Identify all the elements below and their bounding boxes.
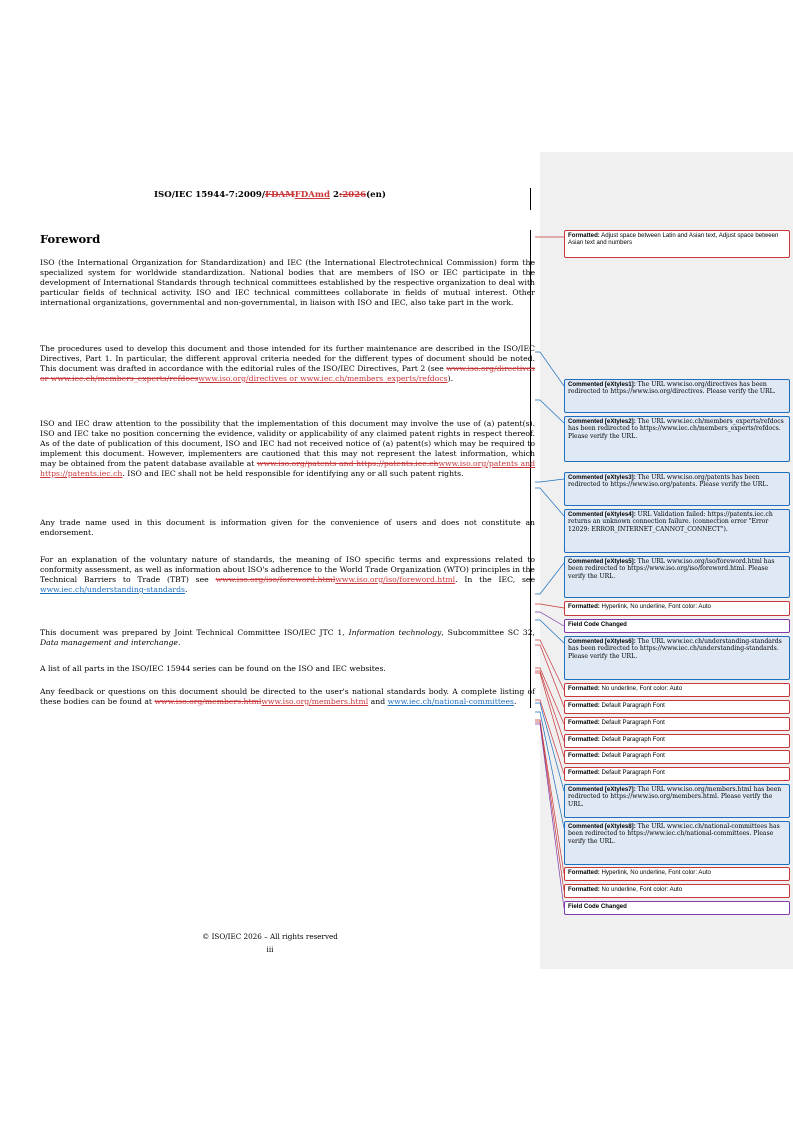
p2-deleted-link[interactable]: www.iso.org/directives or www.iec.ch/members_experts/refdocs (40, 364, 535, 383)
header-deleted-year: :2026 (339, 190, 367, 200)
p2-text: The procedures used to develop this document and those intended for its further maintenance are described in the ISO/IEC Directives, Part 1. In particular, the different approval criteria needed for the different types of document should be noted. This document was drafted in accordance with the editorial rules of the ISO/IEC Directives, Part 2 (see (40, 344, 535, 373)
field-code-balloon[interactable] (564, 901, 790, 915)
balloon-label: Formatted: (568, 869, 600, 876)
p8-text: Any feedback or questions on this document should be directed to the user's national standards body. A complete listing of these bodies can be found at (40, 687, 535, 706)
p3-inserted-link[interactable]: www.iso.org/patents and https://patents.iec.ch (40, 459, 536, 478)
header-inserted-fdamd: FDAmd (294, 190, 331, 200)
p6-end: . (177, 638, 181, 647)
balloon-label: Formatted: (568, 702, 600, 709)
p8-inserted-link[interactable]: www.iso.org/members.html (261, 697, 369, 706)
paragraph-7: A list of all parts in the ISO/IEC 15944 series can be found on the ISO and IEC websites. (40, 664, 386, 673)
p3-end: . ISO and IEC shall not be held responsible for identifying any or all such patent rights. (122, 469, 464, 478)
balloon-label: Formatted: (568, 769, 600, 776)
formatted-balloon[interactable] (564, 884, 790, 898)
comment-balloon[interactable] (564, 821, 790, 865)
balloon-label: Field Code Changed (568, 903, 627, 910)
balloon-connector-line (535, 724, 564, 908)
balloon-label: Formatted: (568, 752, 600, 759)
field-code-balloon[interactable] (564, 619, 790, 633)
comment-balloon[interactable] (564, 472, 790, 506)
balloon-label: Formatted: (568, 232, 600, 239)
comment-balloon[interactable] (564, 556, 790, 598)
balloon-label: Formatted: (568, 736, 600, 743)
p2-end: ). (447, 374, 454, 383)
header-suffix: (en) (366, 190, 386, 200)
balloon-text: Default Paragraph Font (599, 736, 665, 743)
balloon-connector-line (535, 673, 564, 757)
p3-deleted-link[interactable]: www.iso.org/patents and https://patents.iec.ch (256, 459, 439, 468)
balloon-label: Formatted: (568, 719, 600, 726)
p5-inserted-link[interactable]: www.iso.org/iso/foreword.html (335, 575, 456, 584)
header-prefix: ISO/IEC 15944-7:2009/ (154, 190, 265, 200)
balloon-text: The URL www.iec.ch/national-committees has been redirected to https://www.iec.ch/national-committees. Please verify the URL. (568, 823, 780, 845)
comment-balloon[interactable] (564, 509, 790, 553)
balloon-label: Field Code Changed (568, 621, 627, 628)
balloon-text: The URL www.iec.ch/members_experts/refdocs has been redirected to https://www.iec.ch/members_experts/refdocs. Please verify the URL. (568, 418, 784, 440)
p6-text: This document was prepared by Joint Technical Committee ISO/IEC JTC 1, (40, 628, 349, 637)
p5-end: . (184, 585, 188, 594)
footer-copyright: © ISO/IEC 2026 – All rights reserved (202, 932, 338, 941)
balloon-text: The URL www.iso.org/patents has been redirected to https://www.iso.org/patents. Please verify the URL. (568, 474, 769, 489)
formatted-balloon[interactable] (564, 717, 790, 731)
formatted-balloon[interactable] (564, 767, 790, 781)
p6-italic-1: Information technology (348, 628, 442, 637)
balloon-text: Default Paragraph Font (599, 769, 665, 776)
p8-deleted-link[interactable]: www.iso.org/members.html (154, 697, 262, 706)
balloon-text: No underline, Font color: Auto (599, 886, 683, 893)
p6-mid: , Subcommittee SC 32, (441, 628, 535, 637)
footer-page-number: iii (266, 945, 274, 954)
comment-balloon[interactable] (564, 416, 790, 462)
balloon-connector-line (535, 604, 564, 608)
balloon-connector-line (535, 488, 564, 516)
p5-iec-link[interactable]: www.iec.ch/understanding-standards (40, 585, 185, 594)
balloon-connector-line (535, 703, 564, 791)
balloon-text: Default Paragraph Font (599, 702, 665, 709)
balloon-label: Commented [eXtyles7]: (568, 786, 636, 793)
comment-balloon[interactable] (564, 379, 790, 413)
balloon-text: Hyperlink, No underline, Font color: Auto (599, 603, 711, 610)
balloon-text: No underline, Font color: Auto (599, 685, 683, 692)
balloon-connector-line (535, 479, 564, 482)
formatted-balloon[interactable] (564, 700, 790, 714)
p2-inserted-link[interactable]: www.iso.org/directives or www.iec.ch/members_experts/refdocs (198, 374, 448, 383)
p5-text: For an explanation of the voluntary nature of standards, the meaning of ISO specific terms and expressions related to conformity assessment, as well as information about ISO's adherence to the World Trade Organization (WTO) principles in the Technical Barriers to Trade (TBT) see (40, 555, 535, 584)
balloon-connector-line (535, 640, 564, 690)
formatted-balloon[interactable] (564, 734, 790, 748)
p8-end: . (513, 697, 517, 706)
formatted-balloon[interactable] (564, 230, 790, 258)
balloon-label: Commented [eXtyles1]: (568, 381, 636, 388)
balloon-text: URL Validation failed: https://patents.iec.ch returns an unknown connection failure. (connection error "Error 12029: ERROR_INTERNET_CANNOT_CONNECT"). (568, 511, 773, 533)
comment-balloon[interactable] (564, 784, 790, 818)
balloon-text: The URL www.iec.ch/understanding-standards has been redirected to https://www.iec.ch/understanding-standards. Please verify the URL. (568, 638, 782, 660)
paragraph-1: ISO (the International Organization for Standardization) and IEC (the International Electrotechnical Commission) form the specialized system for worldwide standardization. National bodies that are members of ISO or IEC participate in the development of International Standards through technical committees established by the respective organization to deal with particular fields of technical activity. ISO and IEC technical committees collaborate in fields of mutual interest. Other international organizations, governmental and non-governmental, in liaison with ISO and IEC, also take part in the work. (40, 258, 535, 307)
balloon-label: Commented [eXtyles8]: (568, 823, 636, 830)
balloon-text: Adjust space between Latin and Asian text, Adjust space between Asian text and numbers (568, 232, 779, 247)
balloon-label: Commented [eXtyles3]: (568, 474, 636, 481)
formatted-balloon[interactable] (564, 601, 790, 616)
comment-balloon[interactable] (564, 636, 790, 680)
header-part-two: 2 (330, 190, 340, 200)
p8-mid: and (368, 697, 388, 706)
formatted-balloon[interactable] (564, 750, 790, 764)
p3-text: ISO and IEC draw attention to the possibility that the implementation of this document may involve the use of (a) patent(s). ISO and IEC take no position concerning the evidence, validity or applicability of any claimed patent rights in respect thereof. As of the date of publication of this document, ISO and IEC had not received notice of (a) patent(s) which may be required to implement this document. However, implementers are cautioned that this may not represent the latest information, which may be obtained from the patent database available at (40, 419, 535, 468)
balloon-label: Commented [eXtyles2]: (568, 418, 636, 425)
balloon-text: The URL www.iso.org/iso/foreword.html has been redirected to https://www.iso.org/iso/foreword.html. Please verify the URL. (568, 558, 775, 580)
p5-mid: . In the IEC, see (455, 575, 535, 584)
header-deleted-fdam: FDAM (264, 190, 295, 200)
balloon-text: Default Paragraph Font (599, 752, 665, 759)
balloon-text: The URL www.iso.org/directives has been redirected to https://www.iso.org/directives. Please verify the URL. (568, 381, 776, 396)
balloon-connector-line (535, 612, 564, 626)
balloon-connector-line (535, 400, 564, 423)
balloon-label: Formatted: (568, 603, 600, 610)
balloon-label: Commented [eXtyles4]: (568, 511, 636, 518)
p5-deleted-link[interactable]: www.iso.org/iso/foreword.html (215, 575, 336, 584)
formatted-balloon[interactable] (564, 867, 790, 881)
balloon-label: Commented [eXtyles6]: (568, 638, 636, 645)
balloon-label: Formatted: (568, 886, 600, 893)
balloon-connector-line (535, 563, 564, 594)
balloon-text: Default Paragraph Font (599, 719, 665, 726)
balloon-label: Commented [eXtyles5]: (568, 558, 636, 565)
formatted-balloon[interactable] (564, 683, 790, 697)
p6-italic-2: Data management and interchange (40, 638, 178, 647)
balloon-connector-line (535, 352, 564, 386)
balloon-label: Formatted: (568, 685, 600, 692)
balloon-text: The URL www.iso.org/members.html has been redirected to https://www.iso.org/members.html. Please verify the URL. (568, 786, 782, 808)
balloon-text: Hyperlink, No underline, Font color: Auto (599, 869, 711, 876)
paragraph-4: Any trade name used in this document is information given for the convenience of users and does not constitute an endorsement. (40, 518, 535, 537)
foreword-heading: Foreword (40, 232, 101, 246)
p8-iec-link[interactable]: www.iec.ch/national-committees (387, 697, 514, 706)
